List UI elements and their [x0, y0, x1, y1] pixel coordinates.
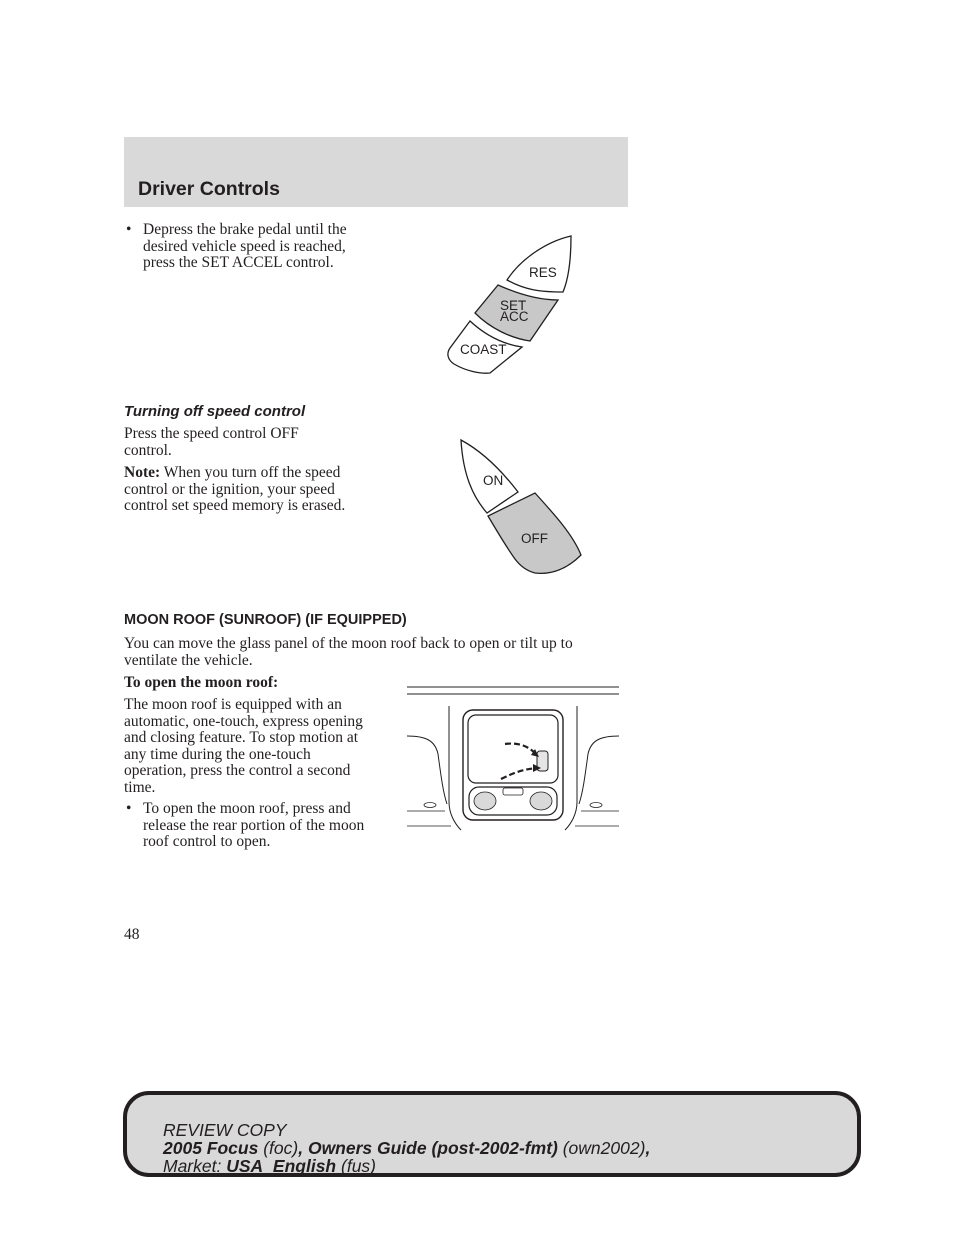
set-label: SET [500, 298, 527, 313]
footer-line-1 [163, 1121, 650, 1139]
page-title: Driver Controls [138, 178, 280, 200]
note-paragraph [124, 465, 374, 515]
open-heading-text: To open the moon roof: [124, 674, 279, 691]
acc-label: ACC [500, 309, 529, 324]
open-moon-roof-heading [124, 675, 278, 692]
footer-line-2 [163, 1139, 650, 1157]
footer-sep-1: , [298, 1138, 304, 1158]
footer-market-label: Market: [163, 1156, 222, 1176]
footer-model-code: (foc) [263, 1138, 299, 1158]
left-map-light [474, 792, 496, 810]
section-header-band [124, 137, 628, 207]
review-copy-label: REVIEW COPY [163, 1120, 287, 1140]
footer-market: USA_English [226, 1156, 337, 1176]
turning-off-instruction: Press the speed control OFF control. [124, 425, 299, 459]
speed-control-buttons-illustration [440, 230, 580, 380]
bullet-dot: • [126, 800, 132, 817]
footer-market-code: (fus) [341, 1156, 376, 1176]
footer-text [163, 1121, 650, 1175]
moon-roof-heading: MOON ROOF (SUNROOF) (IF EQUIPPED) [124, 612, 407, 628]
map-light-switch [503, 788, 523, 795]
turning-off-subheading: Turning off speed control [124, 403, 306, 420]
coast-label: COAST [460, 342, 507, 357]
bullet-dot: • [126, 221, 132, 238]
right-coat-hook [590, 803, 602, 808]
bullet-text: Depress the brake pedal until the desired vehicle speed is reached, press the SET ACCEL control. [143, 221, 347, 272]
left-pillar [407, 736, 447, 804]
off-label: OFF [521, 531, 548, 546]
on-label: ON [483, 473, 504, 488]
moon-roof-console-illustration [405, 684, 623, 832]
right-map-light [530, 792, 552, 810]
footer-guide: Owners Guide (post-2002-fmt) [307, 1138, 558, 1158]
footer-line-3 [163, 1157, 650, 1175]
moon-roof-open-text: The moon roof is equipped with an automatic, one-touch, express opening and closing feature. To stop motion at any time during the one-touch operation, press the control a second time. [124, 696, 363, 796]
res-label: RES [529, 265, 557, 280]
bullet-text: To open the moon roof, press and release the rear portion of the moon roof control to open. [143, 800, 365, 851]
note-text: When you turn off the speed control or the ignition, your speed control set speed memory is erased. [124, 464, 346, 515]
right-pillar [579, 736, 619, 804]
left-coat-hook [424, 803, 436, 808]
footer-model: 2005 Focus [163, 1138, 259, 1158]
moon-roof-intro: You can move the glass panel of the moon roof back to open or tilt up to ventilate the vehicle. [124, 635, 573, 669]
footer-sep-2: , [645, 1138, 651, 1158]
note-label: Note: [124, 464, 161, 481]
page-number: 48 [124, 926, 140, 943]
review-copy-footer [123, 1091, 861, 1177]
footer-guide-code: (own2002) [562, 1138, 646, 1158]
res-button-shape [507, 236, 571, 292]
on-off-buttons-illustration [455, 435, 590, 580]
